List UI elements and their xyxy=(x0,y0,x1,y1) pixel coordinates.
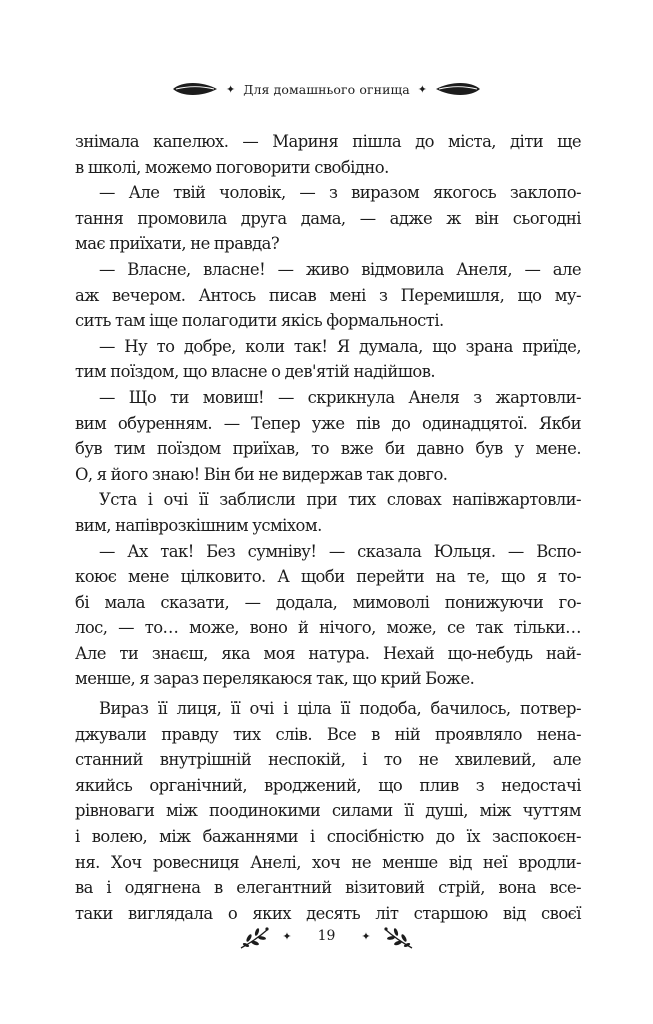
body-text xyxy=(75,129,581,926)
leaf-ornament-icon xyxy=(172,82,218,96)
floral-sprig-icon xyxy=(383,921,415,951)
star-ornament-icon: ✦ xyxy=(361,929,371,943)
text-line: аж вечером. Антось писав мені з Перемишля, що му- xyxy=(75,285,581,305)
text-line: таки виглядала о яких десять літ старшою від своєї xyxy=(75,903,581,923)
text-line: рівноваги між поодинокими силами її душі, між чуттям xyxy=(75,801,581,821)
text-line: лос, — то… може, воно й нічого, може, се так тільки… xyxy=(75,618,581,638)
star-ornament-icon: ✦ xyxy=(417,82,428,96)
running-title: Для домашнього огнища xyxy=(243,81,410,97)
page-footer xyxy=(0,918,653,954)
text-line: в школі, можемо поговорити свобідно. xyxy=(75,157,389,177)
text-line: ва і одягнена в елегантний візитовий стрій, вона все- xyxy=(75,878,581,898)
text-line: знімала капелюх. — Мариня пішла до міста, діти ще xyxy=(75,132,581,151)
star-ornament-icon: ✦ xyxy=(282,929,292,943)
star-ornament-icon: ✦ xyxy=(225,82,236,96)
text-line: станний внутрішній неспокій, і то не хвилевий, але xyxy=(75,750,581,770)
text-line: менше, я зараз перелякаюся так, що крий Боже. xyxy=(75,669,475,689)
floral-sprig-icon xyxy=(238,921,270,951)
text-line: і волею, між бажаннями і спосібністю до їх заспокоєн- xyxy=(75,827,581,847)
text-line: — Що ти мовиш! — скрикнула Анеля з жартовли- xyxy=(99,387,581,407)
text-line: джували правду тих слів. Все в ній проявляло нена- xyxy=(75,724,581,744)
text-line: сить там іще полагодити якісь формальності. xyxy=(75,311,444,331)
leaf-ornament-icon xyxy=(435,82,481,96)
text-line: має приїхати, не правда? xyxy=(75,234,280,254)
text-line: — Власне, власне! — живо відмовила Анеля, — але xyxy=(99,259,581,279)
text-line: тим поїздом, що власне о дев'ятій надійшов. xyxy=(75,362,436,382)
text-line: О, я його знаю! Він би не видержав так довго. xyxy=(75,464,448,484)
text-line: вим обуренням. — Тепер уже пів до одинадцятої. Якби xyxy=(75,413,581,433)
text-line: — Ах так! Без сумніву! — сказала Юльця. — Вспо- xyxy=(99,541,581,561)
page-number: 19 xyxy=(317,928,336,944)
text-line: — Ну то добре, коли так! Я думала, що зрана приїде, xyxy=(99,336,581,356)
text-line: Уста і очі її заблисли при тих словах напівжартовли- xyxy=(99,490,581,510)
running-header xyxy=(0,78,653,100)
text-line: коює мене цілковито. А щоби перейти на те, що я то- xyxy=(75,567,581,587)
text-line: тання промовила друга дама, — адже ж він сьогодні xyxy=(75,208,581,228)
text-line: був тим поїздом приїхав, то вже би давно був у мене. xyxy=(75,439,581,459)
text-line: вим, напіврозкішним усміхом. xyxy=(75,515,322,535)
text-line: — Але твій чоловік, — з виразом якогось заклопо- xyxy=(99,183,581,203)
text-line: Але ти знаєш, яка моя натура. Нехай що-небудь най- xyxy=(75,643,581,663)
text-line: ня. Хоч ровесниця Анелі, хоч не менше від неї вродли- xyxy=(75,852,581,872)
text-line: якийсь органічний, вроджений, що плив з недостачі xyxy=(75,775,581,795)
text-line: бі мала сказати, — додала, мимоволі понижуючи го- xyxy=(75,592,581,612)
text-line: Вираз її лиця, її очі і ціла її подоба, бачилось, потвер- xyxy=(99,699,581,719)
